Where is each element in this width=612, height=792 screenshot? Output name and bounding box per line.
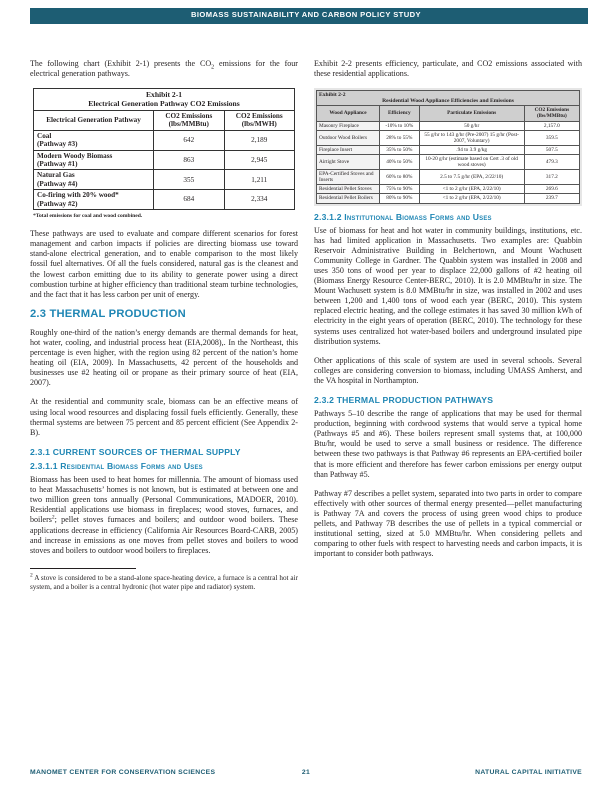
- body-paragraph: Biomass has been used to heat homes for millennia. The amount of biomass used to heat Massachusetts’ homes is not known, but is estimated at between one and two million green tons annually (Personal Communications, MADOER, 2010). Residential applications use biomass in fireplaces; wood stoves, furnaces, and boilers$^2$; pellet stoves furnaces and boilers; and outdoor wood boilers. These applications decrease in efficiency (California Air Resources Board-CARB, 2005) and increase in emissions as one moves from pellet stoves and boilers to wood stoves and boilers to outdoor wood boilers to fireplaces.: [30, 475, 298, 555]
- exhibit-2-1: [33, 88, 297, 221]
- subsubsection-heading: 2.3.1.1 Residential Biomass Forms and Uses: [30, 460, 203, 471]
- column-header: CO2 Emissions (lbs/MMBtu): [154, 111, 224, 131]
- table-row: Natural Gas (Pathway #4) 355 1,211: [34, 170, 295, 190]
- table-row: Residential Pellet Boilers 80% to 90% <1 to 2 g/hr (EPA, 2/22/10) 239.7: [317, 194, 580, 203]
- table-row: Residential Pellet Stoves 75% to 90% <1 to 2 g/hr (EPA, 2/22/10) 269.6: [317, 185, 580, 194]
- table-row: Masonry Fireplace -10% to 10% 50 g/hr 2,157.0: [317, 121, 580, 130]
- footer-organization: MANOMET CENTER FOR CONSERVATION SCIENCES: [30, 769, 216, 776]
- body-paragraph: Roughly one-third of the nation’s energy demands are thermal demands for heat, hot water, cooling, and industrial process heat (EIA,2008),. In the Northeast, this percentage is even higher, with the region using 82 percent of the nation’s home heating oil (EIA, 2009). In Massachusetts, 42 percent of the households and businesses use #2 heating oil or propane as their primary source of heat (EIA, 2007).: [30, 327, 298, 388]
- footer-initiative: NATURAL CAPITAL INITIATIVE: [475, 769, 582, 776]
- subsection-heading: 2.3.1 CURRENT SOURCES OF THERMAL SUPPLY: [30, 446, 241, 457]
- intro-paragraph: Exhibit 2-2 presents efficiency, particulate, and CO2 emissions associated with these residential applications.: [314, 59, 582, 79]
- table-row: Outdoor Wood Boilers 28% to 55% 55 g/hr to 143 g/hr (Pre-2007) 15 g/hr (Post-2007, Voluntary) 359.5: [317, 130, 580, 145]
- subsection-heading: 2.3.2 THERMAL PRODUCTION PATHWAYS: [314, 395, 494, 405]
- column-header: CO2 Emissions (lbs/MWH): [224, 111, 294, 131]
- table-row: Coal (Pathway #3) 642 2,189: [34, 130, 295, 150]
- body-paragraph: Use of biomass for heat and hot water in community buildings, institutions, etc. has had limited application in Massachusetts. Two examples are: Quabbin Reservoir Administrative Building in Belchertown, and Mount Wachusett Community College in Gardner. The Quabbin system was installed in 2008 and uses 350 tons of wood per year to displace 22,000 gallons of #2 heating oil (Biomass Energy Resource Center-BERC, 2010). It is 2.0 MMBtu/hr in size. The Mount Wachusett system is 8.0 MMBtu/hr in size, was installed in 2002 and uses between 1,200 and 1,400 tons of wood each year (BERC, 2010). This system replaced electric heating, and the college estimates it has saved 30 million kWh of electricity in the eight years of operation (BERC, 2010). The technology for these systems uses centralized hot water-based boilers and underground insulated pipe distribution systems.: [314, 225, 582, 346]
- header-title: BIOMASS SUSTAINABILITY AND CARBON POLICY STUDY: [191, 10, 421, 19]
- exhibit-title: Exhibit 2-2 Residential Wood Appliance Efficiencies and Emissions: [317, 91, 580, 106]
- table-row: Airtight Stove 40% to 50% 10-20 g/hr (estimate based on Cert .3 of old wood stoves) 479.3: [317, 154, 580, 169]
- table-row: Co-firing with 20% wood* (Pathway #2) 684 2,334: [34, 190, 295, 210]
- exhibit-2-2: [314, 88, 582, 205]
- table-row: Modern Woody Biomass (Pathway #1) 863 2,945: [34, 150, 295, 170]
- table-row: Fireplace Insert 35% to 50% .94 to 3.9 g/kg 507.5: [317, 145, 580, 154]
- footnote-rule: [30, 568, 136, 569]
- right-column: [314, 59, 582, 568]
- column-header: Wood Appliance: [317, 106, 380, 121]
- page-number: 21: [301, 769, 311, 776]
- column-header: Particulate Emissions: [419, 106, 524, 121]
- column-header: CO2 Emissions (lbs/MMBtu): [524, 106, 579, 121]
- left-column: [30, 59, 298, 601]
- body-paragraph: Pathway #7 describes a pellet system, separated into two parts in order to compare effectively with other sources of thermal energy presented—pellet manufacturing is Pathway 7A and covers the process of using green wood chips to produce pellets, and Pathway 7B describes the use of pellets in a typical commercial or institutional setting, sized at 5.0 MMBtu/hr. When considering pellets and comparing to other fuels with respect to harvesting needs and carbon impacts, it is important to consider both pathways.: [314, 488, 582, 559]
- body-paragraph: These pathways are used to evaluate and compare different scenarios for forest management and carbon impacts if policies are directing biomass use toward stand-alone electrical generation, and to enable comparison to the most likely fossil fuel alternatives. Of all the fuels considered, natural gas is the cleanest and the lowest carbon emitting due to its ability to generate power using a direct combustion turbine at higher efficiency than traditional steam turbine technologies, and the fact that it has less carbon per unit of energy.: [30, 229, 299, 299]
- exhibit-2-2-table: [316, 90, 580, 203]
- exhibit-2-1-table: [33, 88, 295, 210]
- table-row: EPA-Certified Stoves and Inserts 60% to 80% 2.5 to 7.5 g/hr (EPA, 2/22/10) 317.2: [317, 170, 580, 185]
- footnote: $^2$ A stove is considered to be a stand-alone space-heating device, a furnace is a central hot air system, and a boiler is a central hydronic (hot water pipe and radiator) system.: [30, 572, 298, 591]
- column-header: Efficiency: [380, 106, 419, 121]
- section-heading: 2.3 THERMAL PRODUCTION: [30, 307, 186, 320]
- running-header: [0, 0, 612, 28]
- body-paragraph: Pathways 5–10 describe the range of applications that may be used for thermal production, beginning with cordwood systems that would serve a typical home (Pathways #5 and #6). These boilers represent small systems that, at 100,000 Btu/hr, would be used to serve a small business or residence. The difference between these two pathways is that Pathway #6 represents an EPA-certified boiler that is more efficient and therefore has fewer carbon emissions per energy output than Pathway #5.: [314, 409, 582, 479]
- subsubsection-heading: 2.3.1.2 Institutional Biomass Forms and Uses: [314, 211, 492, 222]
- intro-paragraph: The following chart (Exhibit 2-1) presents the $CO_2$ emissions for the four electrical generation pathways.: [30, 59, 298, 79]
- column-header: Electrical Generation Pathway: [34, 111, 154, 131]
- exhibit-note: *Total emissions for coal and wood combined.: [33, 213, 143, 220]
- body-paragraph: Other applications of this scale of system are used in several schools. Several colleges are considering conversion to biomass, including UMASS Amherst, and the VA hospital in Northampton.: [314, 355, 582, 385]
- body-paragraph: At the residential and community scale, biomass can be an effective means of using local wood resources and displacing fossil fuels efficiently. Generally, these thermal systems are between 75 percent and 85 percent efficient (See Appendix 2-B).: [30, 397, 298, 437]
- exhibit-title: Exhibit 2-1 Electrical Generation Pathway CO2 Emissions: [34, 89, 295, 111]
